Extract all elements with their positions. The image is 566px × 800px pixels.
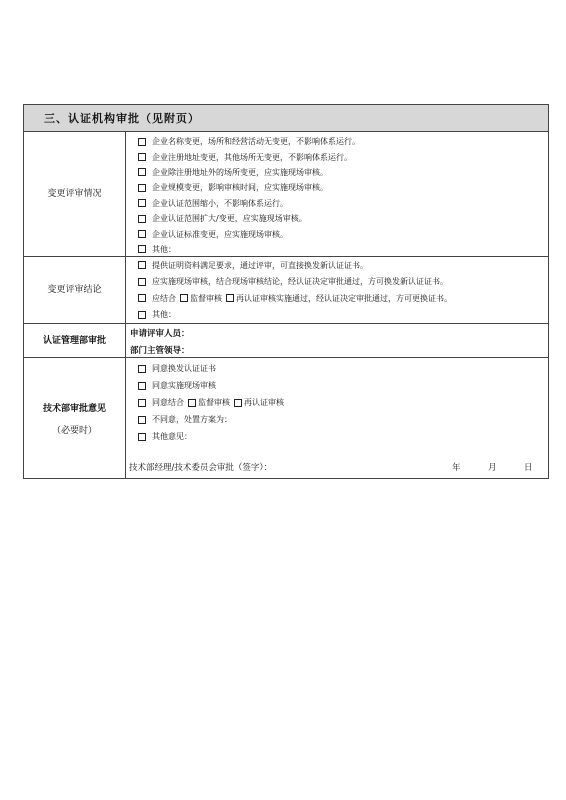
checkbox-icon[interactable] — [138, 184, 146, 192]
checkbox-icon[interactable] — [138, 245, 146, 253]
change-review-option[interactable]: 企业认证范围缩小，不影响体系运行。 — [138, 196, 548, 211]
change-conclusion-label: 变更评审结论 — [24, 257, 126, 323]
cert-mgmt-fields — [126, 324, 548, 357]
conclusion-option-direct[interactable]: 提供证明资料满足要求，通过评审，可直接换发新认证证书。 — [138, 257, 548, 274]
checkbox-icon[interactable] — [188, 399, 196, 407]
cert-mgmt-row — [24, 324, 548, 358]
department-head-field[interactable]: 部门主管领导： — [130, 345, 190, 356]
checkbox-icon[interactable] — [138, 365, 146, 373]
signature-label: 技术部经理/技术委员会审批（签字）： — [129, 463, 273, 473]
change-review-option[interactable]: 企业认证范围扩大/变更，应实施现场审核。 — [138, 211, 548, 226]
change-review-option[interactable]: 企业名称变更，场所和经营活动无变更，不影响体系运行。 — [138, 134, 548, 149]
checkbox-icon[interactable] — [138, 215, 146, 223]
applicant-reviewer-field[interactable]: 申请评审人员： — [130, 328, 190, 339]
checkbox-icon[interactable] — [138, 261, 146, 269]
change-review-option[interactable]: 企业认证标准变更，应实施现场审核。 — [138, 226, 548, 241]
day-field[interactable]: 日 — [524, 463, 533, 473]
approval-form — [23, 104, 549, 479]
tech-option-combined[interactable]: 同意结合 监督审核 再认证审核 — [138, 394, 548, 411]
change-review-option[interactable]: 企业注册地址变更，其他场所无变更，不影响体系运行。 — [138, 149, 548, 164]
checkbox-icon[interactable] — [138, 416, 146, 424]
change-review-option[interactable]: 其他： — [138, 242, 548, 257]
tech-dept-row — [24, 358, 548, 478]
change-review-label: 变更评审情况 — [24, 132, 126, 256]
change-review-options — [126, 132, 548, 256]
tech-option-disagree[interactable]: 不同意，处置方案为： — [138, 411, 548, 428]
checkbox-icon[interactable] — [138, 278, 146, 286]
checkbox-icon[interactable] — [234, 399, 242, 407]
checkbox-icon[interactable] — [138, 433, 146, 441]
section-title: 三、认证机构审批（见附页） — [44, 112, 200, 125]
checkbox-icon[interactable] — [138, 230, 146, 238]
checkbox-icon[interactable] — [138, 382, 146, 390]
tech-option-onsite[interactable]: 同意实施现场审核 — [138, 377, 548, 394]
change-conclusion-row — [24, 257, 548, 324]
tech-option-other[interactable]: 其他意见： — [138, 428, 548, 445]
checkbox-icon[interactable] — [138, 168, 146, 176]
checkbox-icon[interactable] — [138, 138, 146, 146]
change-review-option[interactable]: 企业除注册地址外的场所变更，应实施现场审核。 — [138, 165, 548, 180]
month-field[interactable]: 月 — [488, 463, 497, 473]
change-conclusion-options — [126, 257, 548, 323]
checkbox-icon[interactable] — [138, 294, 146, 302]
checkbox-icon[interactable] — [138, 153, 146, 161]
conclusion-option-combined[interactable]: 应结合 监督审核 再认证审核实施通过，经认证决定审批通过，方可更换证书。 — [138, 290, 548, 307]
checkbox-icon[interactable] — [180, 294, 188, 302]
change-review-option[interactable]: 企业规模变更，影响审核时间，应实施现场审核。 — [138, 180, 548, 195]
checkbox-icon[interactable] — [226, 294, 234, 302]
checkbox-icon[interactable] — [138, 311, 146, 319]
tech-option-reissue[interactable]: 同意换发认证证书 — [138, 360, 548, 377]
section-header — [24, 105, 548, 132]
conclusion-option-other[interactable]: 其他： — [138, 307, 548, 324]
change-review-row — [24, 132, 548, 257]
conclusion-option-onsite[interactable]: 应实施现场审核，结合现场审核结论，经认证决定审批通过，方可换发新认证证书。 — [138, 274, 548, 291]
year-field[interactable]: 年 — [452, 463, 461, 473]
signature-line — [129, 459, 548, 475]
checkbox-icon[interactable] — [138, 399, 146, 407]
cert-mgmt-label: 认证管理部审批 — [24, 324, 126, 357]
tech-dept-label: 技术部审批意见 （必要时） — [24, 358, 126, 478]
checkbox-icon[interactable] — [138, 199, 146, 207]
tech-dept-options — [126, 358, 548, 478]
